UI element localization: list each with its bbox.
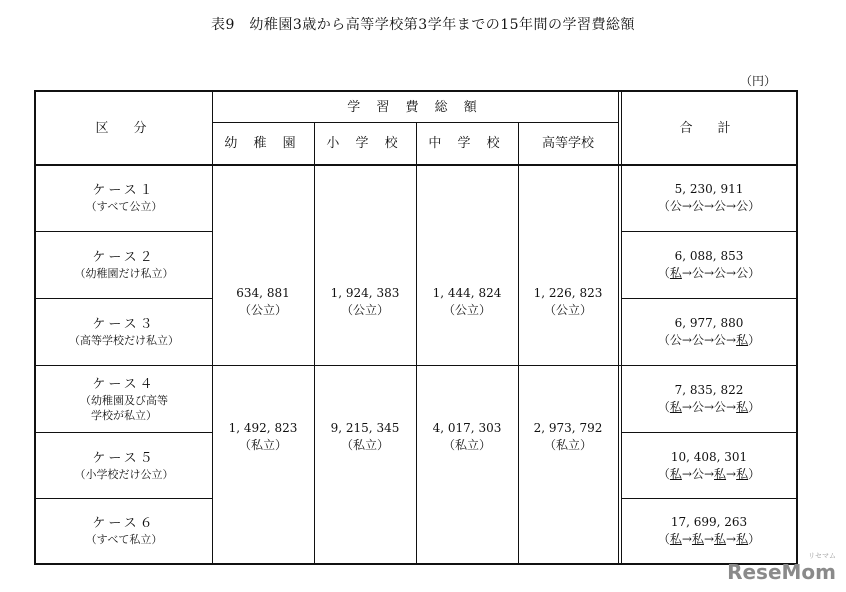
arrow-icon: →: [726, 466, 737, 481]
case-name: ケース３: [92, 317, 156, 332]
arrow-icon: →: [703, 333, 715, 347]
value: 1, 226, 823: [533, 286, 603, 300]
grid-line: [621, 298, 796, 299]
watermark-text: ReseMom: [727, 560, 836, 584]
public-high-school: [518, 272, 618, 332]
path-close-paren: ）: [748, 266, 761, 280]
grid-line: [621, 432, 796, 433]
total-value: 6, 088, 853: [674, 249, 744, 263]
path-segment: 公: [714, 266, 727, 280]
grid-line: [36, 498, 212, 499]
public-elementary: [314, 272, 416, 332]
value-type: （公立）: [238, 303, 287, 317]
grid-line: [621, 498, 796, 499]
arrow-icon: →: [681, 466, 692, 481]
value: 1, 492, 823: [228, 421, 298, 435]
path-segment: 公: [714, 199, 727, 213]
case-label: [36, 299, 212, 365]
value: 634, 881: [236, 286, 290, 300]
case-total: [622, 366, 796, 432]
value: 1, 444, 824: [432, 286, 502, 300]
case-name: ケース５: [92, 450, 156, 466]
case-total: [622, 232, 796, 298]
school-path: [658, 466, 760, 483]
grid-line: [36, 365, 796, 366]
path-segment: 私: [669, 532, 682, 546]
case-name: ケース２: [92, 250, 156, 265]
arrow-icon: →: [726, 333, 737, 347]
case-description: （小学校だけ公立）: [74, 467, 174, 481]
private-junior-high: [416, 407, 518, 467]
path-segment: 公: [691, 266, 704, 280]
private-high-school: [518, 407, 618, 467]
case-label: [36, 366, 212, 432]
arrow-icon: →: [703, 266, 715, 280]
path-segment: 私: [736, 466, 749, 481]
table-title: 表9 幼稚園3歳から高等学校第3学年までの15年間の学習費総額: [210, 17, 636, 33]
arrow-icon: →: [726, 199, 737, 213]
grid-line: [36, 432, 212, 433]
case-description: （すべて私立）: [85, 533, 163, 546]
case-total: [622, 299, 796, 365]
grid-line: [212, 122, 618, 123]
path-open-paren: （: [657, 199, 670, 213]
header-total: 合 計: [679, 121, 737, 136]
case-label: [36, 499, 212, 563]
total-value: 17, 699, 263: [670, 515, 748, 529]
grid-line: [36, 164, 796, 166]
school-path: [658, 531, 760, 548]
path-open-paren: （: [657, 532, 670, 546]
path-segment: 私: [736, 400, 749, 414]
path-segment: 私: [736, 333, 749, 347]
cost-table: [34, 90, 798, 565]
value: 2, 973, 792: [533, 421, 603, 435]
arrow-icon: →: [703, 199, 715, 213]
watermark-logo: [727, 552, 836, 584]
header-group: 学 習 費 総 額: [347, 99, 483, 115]
header-category: 区 分: [95, 121, 153, 136]
value-type: （私立）: [442, 438, 491, 452]
grid-line: [36, 231, 212, 232]
case-name: ケース４: [92, 376, 156, 392]
total-value: 6, 977, 880: [674, 316, 744, 330]
path-segment: 公: [691, 333, 704, 347]
path-segment: 私: [714, 532, 727, 546]
path-segment: 私: [669, 466, 682, 481]
case-description: （幼稚園だけ私立）: [74, 267, 174, 280]
school-path: [658, 265, 760, 282]
total-value: 10, 408, 301: [670, 449, 748, 464]
arrow-icon: →: [681, 400, 692, 414]
grid-line: [518, 122, 519, 563]
grid-line: [621, 92, 622, 563]
header-junior-high: 中 学 校: [428, 136, 506, 151]
arrow-icon: →: [703, 466, 715, 481]
value: 1, 924, 383: [330, 286, 400, 300]
private-elementary: [314, 407, 416, 467]
path-segment: 私: [714, 466, 727, 481]
value-type: （私立）: [340, 438, 389, 452]
case-total: [622, 499, 796, 563]
path-open-paren: （: [657, 466, 670, 481]
path-close-paren: ）: [748, 199, 761, 213]
case-label: [36, 165, 212, 231]
school-path: [658, 332, 760, 349]
public-kindergarten: [212, 272, 314, 332]
path-close-paren: ）: [748, 532, 761, 546]
case-total: [622, 433, 796, 498]
path-segment: 私: [669, 266, 682, 280]
watermark-small: リセマム: [808, 552, 836, 560]
arrow-icon: →: [703, 400, 715, 414]
arrow-icon: →: [726, 532, 737, 546]
path-open-paren: （: [657, 400, 670, 414]
path-segment: 公: [691, 199, 704, 213]
value-type: （公立）: [543, 303, 592, 317]
path-segment: 公: [714, 400, 727, 414]
path-segment: 公: [736, 199, 749, 213]
total-value: 7, 835, 822: [674, 383, 744, 397]
path-close-paren: ）: [748, 333, 761, 347]
case-label: [36, 433, 212, 498]
header-elementary: 小 学 校: [326, 136, 404, 151]
value-type: （私立）: [543, 438, 592, 452]
case-name: ケース６: [92, 516, 156, 531]
case-label: [36, 232, 212, 298]
path-segment: 公: [691, 466, 704, 481]
arrow-icon: →: [681, 199, 692, 213]
case-name: ケース１: [92, 183, 156, 198]
path-segment: 公: [669, 333, 682, 347]
grid-line: [618, 92, 619, 563]
value: 9, 215, 345: [330, 421, 400, 435]
value-type: （私立）: [238, 438, 287, 452]
arrow-icon: →: [681, 266, 692, 280]
path-segment: 公: [714, 333, 727, 347]
path-close-paren: ）: [748, 466, 761, 481]
path-close-paren: ）: [748, 400, 761, 414]
arrow-icon: →: [681, 333, 692, 347]
path-open-paren: （: [657, 266, 670, 280]
path-segment: 私: [691, 532, 704, 546]
path-segment: 私: [736, 532, 749, 546]
public-junior-high: [416, 272, 518, 332]
grid-line: [36, 298, 212, 299]
unit-label: （円）: [740, 74, 777, 88]
path-open-paren: （: [657, 333, 670, 347]
arrow-icon: →: [726, 266, 737, 280]
arrow-icon: →: [681, 532, 692, 546]
path-segment: 公: [669, 199, 682, 213]
arrow-icon: →: [703, 532, 715, 546]
total-value: 5, 230, 911: [674, 182, 744, 196]
case-total: [622, 165, 796, 231]
path-segment: 公: [691, 400, 704, 414]
value-type: （公立）: [442, 303, 491, 317]
path-segment: 公: [736, 266, 749, 280]
case-description: （すべて公立）: [85, 200, 163, 213]
grid-line: [621, 231, 796, 232]
case-description: （高等学校だけ私立）: [69, 334, 179, 347]
school-path: [658, 399, 760, 416]
header-high-school: 高等学校: [541, 136, 594, 151]
arrow-icon: →: [726, 400, 737, 414]
grid-line: [212, 92, 213, 563]
grid-line: [416, 122, 417, 563]
path-segment: 私: [669, 400, 682, 414]
school-path: [658, 198, 760, 215]
value: 4, 017, 303: [432, 421, 502, 435]
case-description: （幼稚園及び高等 学校が私立）: [80, 393, 168, 422]
value-type: （公立）: [340, 303, 389, 317]
private-kindergarten: [212, 407, 314, 467]
header-kindergarten: 幼 稚 園: [224, 136, 302, 151]
grid-line: [314, 122, 315, 563]
